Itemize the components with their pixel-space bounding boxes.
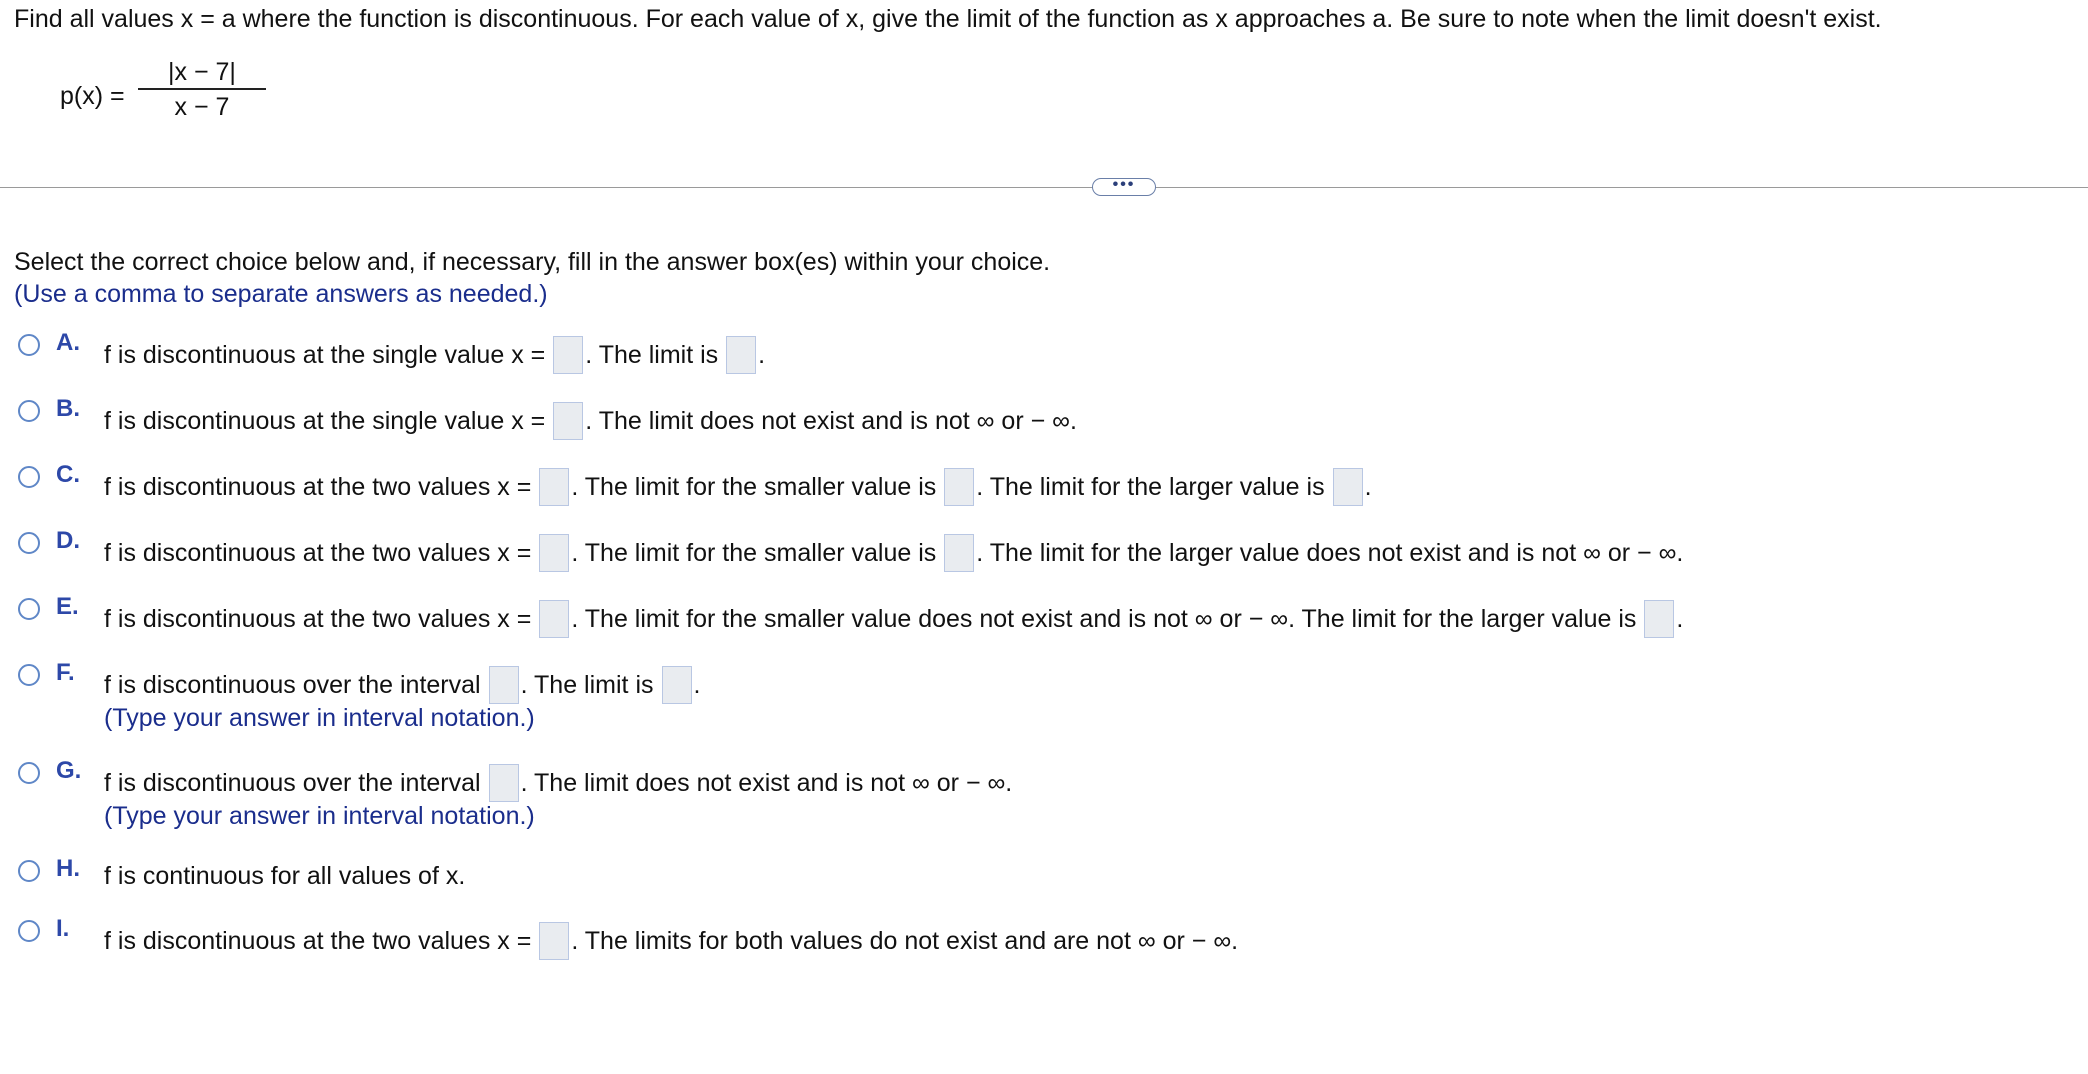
choice-text: . The limit for the larger value is bbox=[976, 472, 1325, 501]
answer-box-limit[interactable] bbox=[662, 666, 692, 704]
choice-letter: F. bbox=[56, 659, 75, 686]
radio-choice-h[interactable] bbox=[18, 860, 40, 882]
answer-box-larger-limit[interactable] bbox=[1333, 468, 1363, 506]
choice-letter: G. bbox=[56, 757, 82, 784]
choice-note: (Type your answer in interval notation.) bbox=[104, 802, 535, 830]
choice-text: f is discontinuous at the two values x = bbox=[104, 538, 532, 567]
choice-text: f is continuous for all values of x. bbox=[104, 862, 466, 890]
choice-text: . bbox=[758, 340, 766, 369]
radio-choice-c[interactable] bbox=[18, 466, 40, 488]
choice-text: . The limit is bbox=[585, 340, 719, 369]
choice-letter: B. bbox=[56, 395, 80, 422]
choice-text: . The limit for the larger value does not exist and is not ∞ or − ∞. bbox=[976, 538, 1684, 567]
choice-text: . The limit for the smaller value does not exist and is not ∞ or − ∞. The limit for the larger value is bbox=[571, 604, 1637, 633]
answer-box-limit[interactable] bbox=[726, 336, 756, 374]
choice-text: f is discontinuous at the two values x = bbox=[104, 926, 532, 955]
choice-text: f is discontinuous over the interval bbox=[104, 670, 481, 699]
answer-box-interval[interactable] bbox=[489, 764, 519, 802]
radio-choice-i[interactable] bbox=[18, 920, 40, 942]
choice-note: (Type your answer in interval notation.) bbox=[104, 704, 535, 732]
choice-letter: D. bbox=[56, 527, 80, 554]
fraction-numerator: |x − 7| bbox=[168, 58, 236, 86]
answer-box-x-values[interactable] bbox=[539, 922, 569, 960]
choice-text: . The limit is bbox=[520, 670, 654, 699]
choice-text: f is discontinuous at the two values x = bbox=[104, 472, 532, 501]
choice-text: . bbox=[693, 670, 701, 699]
choice-text: f is discontinuous over the interval bbox=[104, 768, 481, 797]
answer-box-interval[interactable] bbox=[489, 666, 519, 704]
choice-text: . The limit does not exist and is not ∞ or − ∞. bbox=[520, 768, 1013, 797]
choice-letter: A. bbox=[56, 329, 80, 356]
function-lhs: p(x) = bbox=[60, 82, 125, 110]
choice-letter: E. bbox=[56, 593, 79, 620]
instructions bbox=[14, 246, 1050, 310]
function-fraction bbox=[136, 56, 268, 124]
choice-text: . bbox=[1676, 604, 1684, 633]
choice-letter: I. bbox=[56, 915, 70, 942]
answer-box-x-values[interactable] bbox=[539, 468, 569, 506]
answer-box-larger-limit[interactable] bbox=[1644, 600, 1674, 638]
radio-choice-b[interactable] bbox=[18, 400, 40, 422]
radio-choice-a[interactable] bbox=[18, 334, 40, 356]
answer-box-smaller-limit[interactable] bbox=[944, 534, 974, 572]
answer-box-smaller-limit[interactable] bbox=[944, 468, 974, 506]
choice-text: . The limit for the smaller value is bbox=[571, 538, 937, 567]
choice-text: . The limit for the smaller value is bbox=[571, 472, 937, 501]
radio-choice-g[interactable] bbox=[18, 762, 40, 784]
choice-letter: H. bbox=[56, 855, 80, 882]
radio-choice-f[interactable] bbox=[18, 664, 40, 686]
choice-text: f is discontinuous at the single value x = bbox=[104, 406, 546, 435]
section-divider bbox=[0, 187, 2088, 188]
answer-box-x-values[interactable] bbox=[539, 600, 569, 638]
question-text: Find all values x = a where the function is discontinuous. For each value of x, give the limit of the function as x approaches a. Be sure to note when the limit doesn't exist. bbox=[14, 5, 1882, 33]
answer-box-x-value[interactable] bbox=[553, 336, 583, 374]
answer-box-x-values[interactable] bbox=[539, 534, 569, 572]
instructions-hint: (Use a comma to separate answers as needed.) bbox=[14, 280, 548, 308]
choice-text: . The limit does not exist and is not ∞ or − ∞. bbox=[585, 406, 1077, 435]
answer-box-x-value[interactable] bbox=[553, 402, 583, 440]
choice-text: f is discontinuous at the single value x = bbox=[104, 340, 546, 369]
expand-more-button[interactable]: ••• bbox=[1092, 178, 1156, 196]
choice-text: . The limits for both values do not exist and are not ∞ or − ∞. bbox=[571, 926, 1239, 955]
fraction-denominator: x − 7 bbox=[174, 93, 230, 121]
radio-choice-d[interactable] bbox=[18, 532, 40, 554]
instructions-line1: Select the correct choice below and, if necessary, fill in the answer box(es) within your choice. bbox=[14, 248, 1051, 276]
choice-text: f is discontinuous at the two values x = bbox=[104, 604, 532, 633]
choice-letter: C. bbox=[56, 461, 80, 488]
radio-choice-e[interactable] bbox=[18, 598, 40, 620]
choice-text: . bbox=[1364, 472, 1372, 501]
